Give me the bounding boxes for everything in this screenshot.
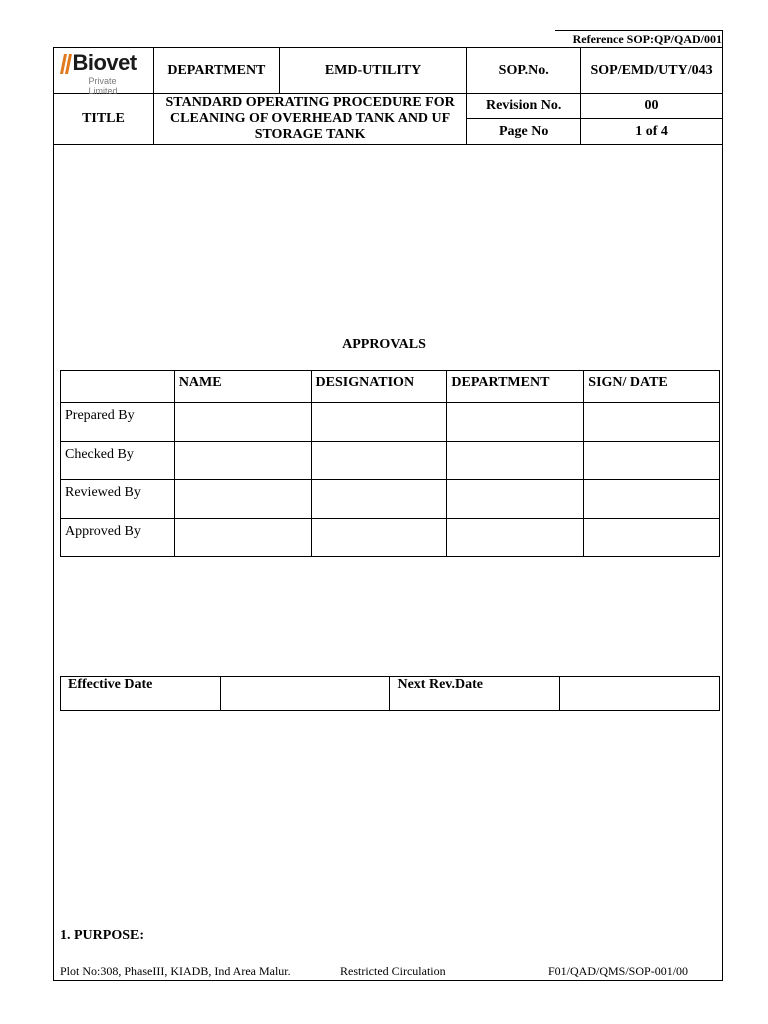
approved-name-cell[interactable] [174, 519, 311, 557]
revision-label: Revision No. [467, 94, 581, 119]
reviewed-sign-cell[interactable] [584, 480, 720, 519]
logo-name: Biovet [72, 50, 137, 75]
prepared-department-cell[interactable] [447, 403, 584, 442]
sop-no-value: SOP/EMD/UTY/043 [581, 48, 723, 94]
checked-designation-cell[interactable] [311, 442, 447, 480]
table-row [61, 442, 720, 480]
approvals-table [60, 370, 720, 557]
purpose-heading: 1. PURPOSE: [60, 928, 144, 943]
logo-cell [54, 48, 154, 94]
approvals-col-department: DEPARTMENT [447, 371, 584, 403]
approvals-col-sign-date: SIGN/ DATE [584, 371, 720, 403]
department-label: DEPARTMENT [153, 48, 279, 94]
approvals-header-row [61, 371, 720, 403]
effective-date-label: Effective Date [61, 677, 221, 711]
row-label-checked: Checked By [61, 442, 175, 480]
table-row [61, 480, 720, 519]
reviewed-designation-cell[interactable] [311, 480, 447, 519]
approvals-col-designation: DESIGNATION [311, 371, 447, 403]
row-label-reviewed: Reviewed By [61, 480, 175, 519]
next-rev-date-label: Next Rev.Date [390, 677, 560, 711]
approvals-col-blank [61, 371, 175, 403]
company-logo [60, 50, 146, 96]
checked-department-cell[interactable] [447, 442, 584, 480]
next-rev-date-value[interactable] [560, 677, 720, 711]
checked-name-cell[interactable] [174, 442, 311, 480]
approvals-title: APPROVALS [342, 337, 426, 352]
prepared-name-cell[interactable] [174, 403, 311, 442]
row-label-prepared: Prepared By [61, 403, 175, 442]
table-row [61, 519, 720, 557]
dates-table [60, 676, 720, 711]
title-value: STANDARD OPERATING PROCEDURE FOR CLEANING OF OVERHEAD TANK AND UF STORAGE TANK [153, 94, 466, 145]
logo-mark-icon [60, 54, 72, 74]
footer-circulation: Restricted Circulation [340, 964, 446, 978]
page-label: Page No [467, 119, 581, 145]
reference-number: Reference SOP:QP/QAD/001 [572, 32, 722, 46]
row-label-approved: Approved By [61, 519, 175, 557]
revision-value: 00 [581, 94, 723, 119]
page-value: 1 of 4 [581, 119, 723, 145]
title-label: TITLE [54, 94, 154, 145]
footer-form-number: F01/QAD/QMS/SOP-001/00 [548, 964, 689, 978]
prepared-designation-cell[interactable] [311, 403, 447, 442]
department-value: EMD-UTILITY [279, 48, 466, 94]
prepared-sign-cell[interactable] [584, 403, 720, 442]
effective-date-value[interactable] [220, 677, 390, 711]
footer-address: Plot No:308, PhaseIII, KIADB, Ind Area Malur. [60, 964, 291, 978]
approved-designation-cell[interactable] [311, 519, 447, 557]
approved-sign-cell[interactable] [584, 519, 720, 557]
approvals-col-name: NAME [174, 371, 311, 403]
table-row [61, 403, 720, 442]
checked-sign-cell[interactable] [584, 442, 720, 480]
reviewed-department-cell[interactable] [447, 480, 584, 519]
header-table [53, 47, 723, 145]
reviewed-name-cell[interactable] [174, 480, 311, 519]
sop-no-label: SOP.No. [467, 48, 581, 94]
logo-subtitle: Private Limited [88, 76, 118, 96]
approved-department-cell[interactable] [447, 519, 584, 557]
